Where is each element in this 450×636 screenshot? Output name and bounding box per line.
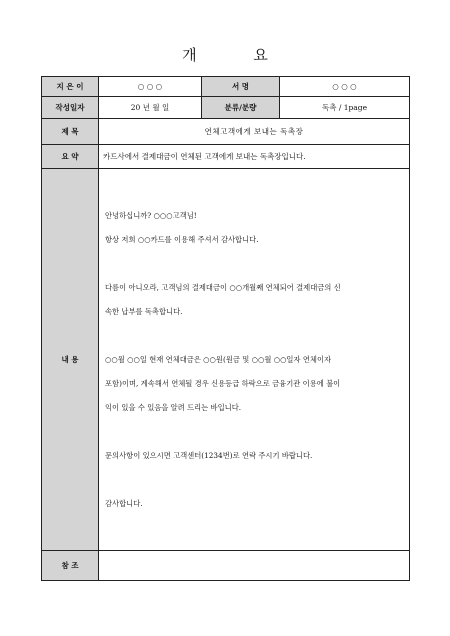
author-value: ○ ○ ○ [99, 77, 202, 97]
summary-value: 카드사에서 결제대금이 연체된 고객에게 보내는 독촉장입니다. [99, 145, 410, 169]
date-value: 20 년 월 일 [99, 97, 202, 119]
content-label: 내 용 [42, 169, 99, 551]
author-label: 지 은 이 [42, 77, 99, 97]
content-line: ○○월 ○○일 현재 연체대금은 ○○원(원금 및 ○○월 ○○일자 연체이자 [105, 354, 332, 364]
content-line: 항상 저희 ○○카드를 이용해 주셔서 감사합니다. [105, 234, 259, 244]
reference-value [99, 551, 410, 581]
subject-value: 연체고객에게 보내는 독촉장 [99, 119, 410, 145]
summary-label: 요 약 [42, 145, 99, 169]
content-line: 안녕하십니까? ○○○고객님! [105, 210, 197, 220]
content-line: 다름이 아니오라, 고객님의 결제대금이 ○○개월째 연체되어 결제대금의 신 [105, 282, 341, 292]
category-value: 독촉 / 1page [280, 97, 410, 119]
content-line: 감사합니다. [105, 498, 143, 508]
content-line: 포함)이며, 계속해서 연체될 경우 신용등급 하락으로 금융기관 이용에 불이 [105, 378, 341, 388]
sign-value: ○ ○ ○ [280, 77, 410, 97]
category-label: 분류/분량 [202, 97, 280, 119]
content-line: 문의사항이 있으시면 고객센터(1234번)로 연락 주시기 바랍니다. [105, 450, 313, 460]
content-line: 속한 납부를 독촉합니다. [105, 306, 183, 316]
content-body [99, 169, 410, 551]
content-line: 익이 있을 수 있음을 알려 드리는 바입니다. [105, 402, 242, 412]
sign-label: 서 명 [202, 77, 280, 97]
page-title: 개 요 [182, 46, 294, 64]
document-summary-form [41, 76, 410, 581]
date-label: 작성일자 [42, 97, 99, 119]
subject-label: 제 목 [42, 119, 99, 145]
reference-label: 참 조 [42, 551, 99, 581]
